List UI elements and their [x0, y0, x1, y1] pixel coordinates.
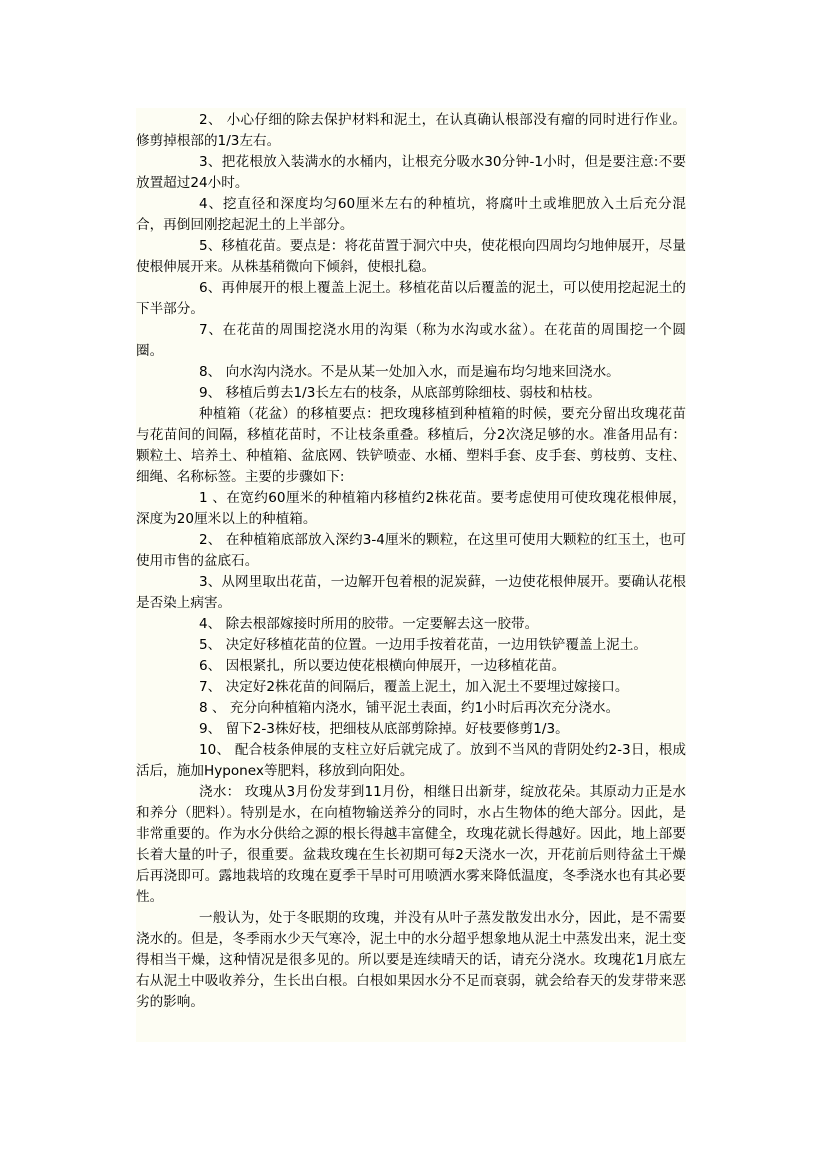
paragraph-container-step-8: 8 、 充分向种植箱内浇水，铺平泥土表面，约1小时后再次充分浇水。 [199, 700, 620, 716]
paragraph-step-2: 2、 小心仔细的除去保护材料和泥土，在认真确认根部没有瘤的同时进行作业。修剪掉根部的1/3左右。 [136, 112, 686, 149]
paragraph-container-step-10: 10、 配合枝条伸展的支柱立好后就完成了。放到不当风的背阴处约2-3日，根成活后，施加Hyponex等肥料，移放到向阳处。 [136, 742, 686, 779]
paragraph-container-step-4: 4、 除去根部嫁接时所用的胶带。一定要解去这一胶带。 [199, 616, 539, 632]
paragraph-step-7: 7、在花苗的周围挖浇水用的沟渠（称为水沟或水盆）。在花苗的周围挖一个圆圈。 [136, 322, 686, 359]
paragraph-container-step-3: 3、从网里取出花苗，一边解开包着根的泥炭藓，一边使花根伸展开。要确认花根是否染上病害。 [136, 574, 686, 611]
paragraph-winter-watering: 一般认为，处于冬眠期的玫瑰，并没有从叶子蒸发散发出水分，因此，是不需要浇水的。但是，冬季雨水少天气寒冷，泥土中的水分超乎想象地从泥土中蒸发出来，泥土变得相当干燥，这种情况是很多见的。所以要是连续晴天的话，请充分浇水。玫瑰花1月底左右从泥土中吸收养分，生长出白根。白根如果因水分不足而衰弱，就会给春天的发芽带来恶劣的影响。 [136, 910, 686, 1010]
paragraph-step-3: 3、把花根放入装满水的水桶内，让根充分吸水30分钟-1小时，但是要注意:不要放置超过24小时。 [136, 154, 686, 191]
paragraph-container-step-9: 9、 留下2-3株好枝，把细枝从底部剪除掉。好枝要修剪1/3。 [199, 721, 569, 737]
paragraph-step-9: 9、 移植后剪去1/3长左右的枝条，从底部剪除细枝、弱枝和枯枝。 [199, 385, 601, 401]
paragraph-step-4: 4、挖直径和深度均匀60厘米左右的种植坑，将腐叶土或堆肥放入土后充分混合，再倒回刚挖起泥土的上半部分。 [136, 196, 686, 233]
paragraph-container-step-5: 5、 决定好移植花苗的位置。一边用手按着花苗，一边用铁铲覆盖上泥土。 [199, 637, 647, 653]
paragraph-step-6: 6、再伸展开的根上覆盖上泥土。移植花苗以后覆盖的泥土，可以使用挖起泥土的下半部分。 [136, 280, 686, 317]
paragraph-step-8: 8、 向水沟内浇水。不是从某一处加入水，而是遍布均匀地来回浇水。 [199, 364, 620, 380]
paragraph-container-step-6: 6、 因根紧扎，所以要边使花根横向伸展开，一边移植花苗。 [199, 658, 566, 674]
paragraph-container-step-1: 1 、在宽约60厘米的种植箱内移植约2株花苗。要考虑使用可使玫瑰花根伸展，深度为20厘米以上的种植箱。 [136, 490, 686, 527]
paragraph-step-5: 5、移植花苗。要点是：将花苗置于洞穴中央，使花根向四周均匀地伸展开，尽量使根伸展开来。从株基稍微向下倾斜，使根扎稳。 [136, 238, 686, 275]
paragraph-container-planting: 种植箱（花盆）的移植要点：把玫瑰移植到种植箱的时候，要充分留出玫瑰花苗与花苗间的间隔，移植花苗时，不让枝条重叠。移植后，分2次浇足够的水。准备用品有：颗粒土、培养土、种植箱、盆底网、铁铲喷壶、水桶、塑料手套、皮手套、剪枝剪、支柱、细绳、名称标签。主要的步骤如下: [136, 406, 686, 485]
document-text-block [136, 108, 686, 1042]
paragraph-container-step-7: 7、 决定好2株花苗的间隔后，覆盖上泥土，加入泥土不要埋过嫁接口。 [199, 679, 629, 695]
paragraph-watering: 浇水： 玫瑰从3月份发芽到11月份，相继日出新芽，绽放花朵。其原动力正是水和养分（肥料）。特别是水，在向植物输送养分的同时，水占生物体的绝大部分。因此，是非常重要的。作为水分供给之源的根长得越丰富健全，玫瑰花就长得越好。因此，地上部要长着大量的叶子，很重要。盆栽玫瑰在生长初期可每2天浇水一次，开花前后则待盆土干燥后再浇即可。露地栽培的玫瑰在夏季干旱时可用喷洒水雾来降低温度，冬季浇水也有其必要性。 [136, 784, 686, 905]
paragraph-container-step-2: 2、 在种植箱底部放入深约3-4厘米的颗粒，在这里可使用大颗粒的红玉土，也可使用市售的盆底石。 [136, 532, 686, 569]
